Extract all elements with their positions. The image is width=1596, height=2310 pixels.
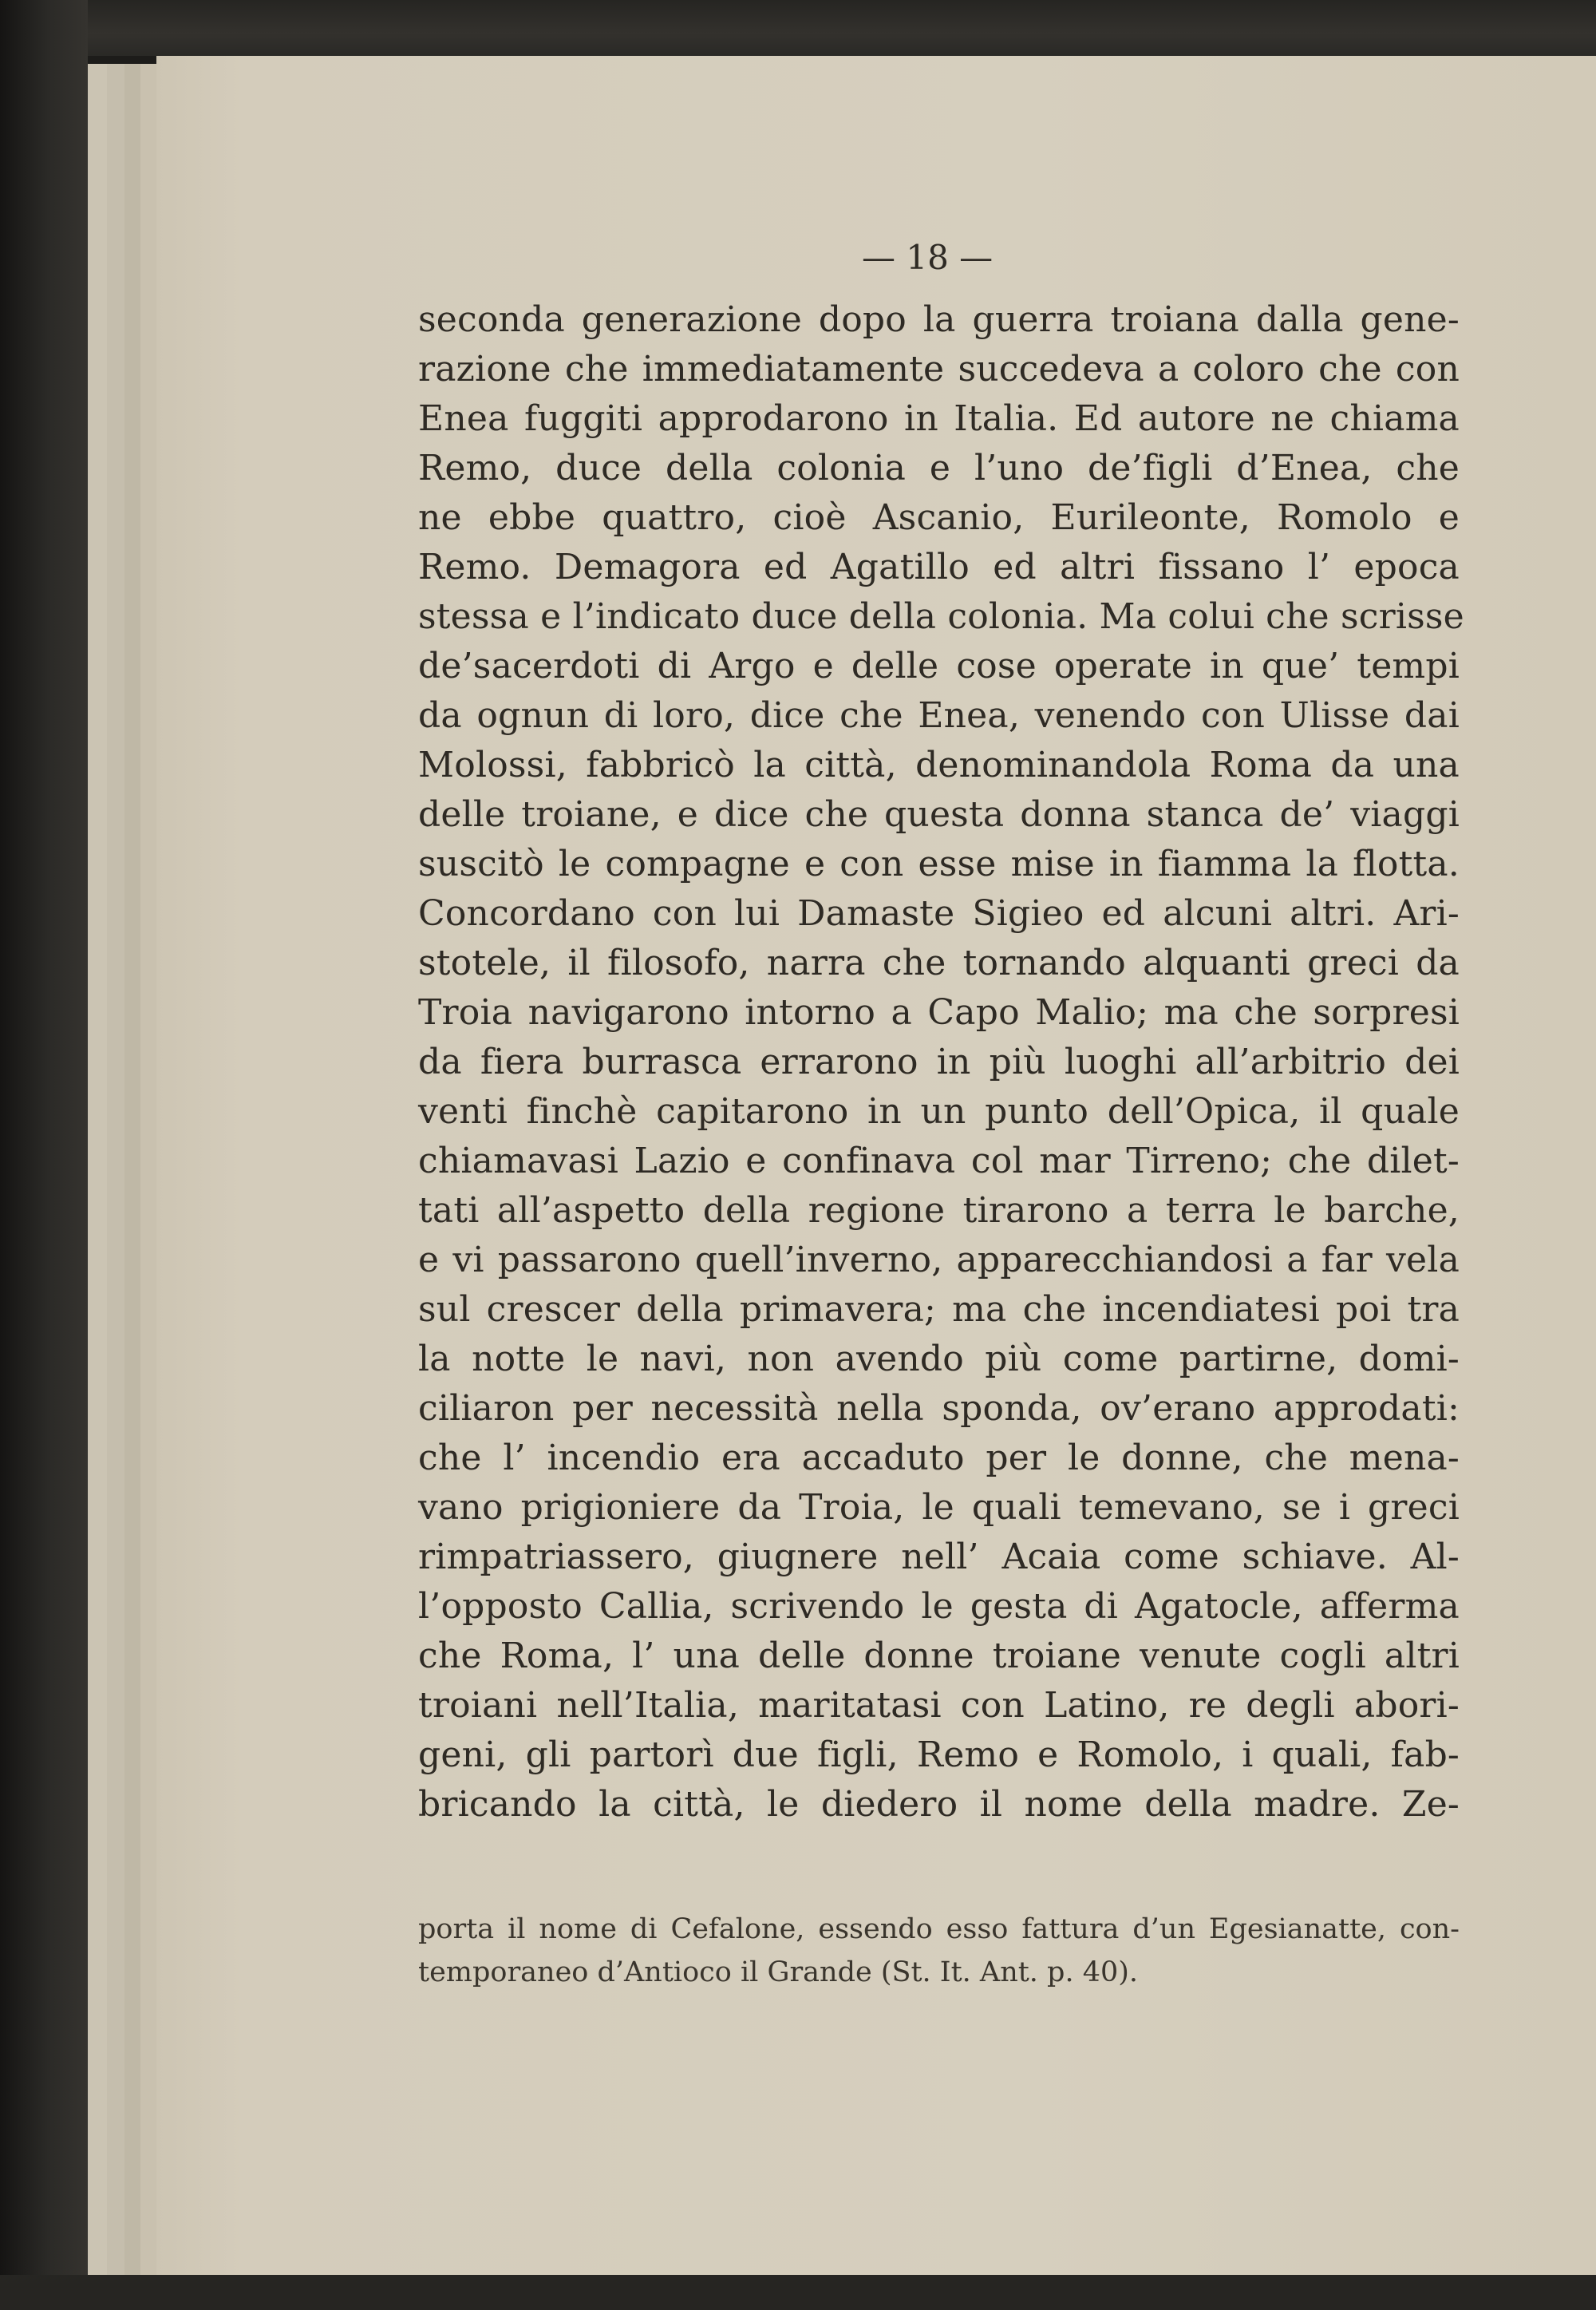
page-edge <box>124 64 142 2275</box>
text-line: bricando la città, le diedero il nome della madre. Ze- <box>418 1784 1460 1825</box>
text-line: stessa e l’indicato duce della colonia. Ma colui che scrisse <box>418 596 1464 637</box>
text-line: ne ebbe quattro, cioè Ascanio, Eurileonte, Romolo e <box>418 497 1460 538</box>
text-line: da fiera burrasca errarono in più luoghi all’arbitrio dei <box>418 1042 1460 1082</box>
text-line: geni, gli partorì due figli, Remo e Romolo, i quali, fab- <box>418 1734 1460 1775</box>
text-line: delle troiane, e dice che questa donna stanca de’ viaggi <box>418 794 1460 835</box>
book-cover-top <box>0 0 1596 56</box>
book-cover-bottom <box>0 2275 1596 2310</box>
text-line: Remo. Demagora ed Agatillo ed altri fissano l’ epoca <box>418 547 1460 587</box>
page-edge <box>107 64 126 2275</box>
page-edge <box>140 64 158 2275</box>
text-line: sul crescer della primavera; ma che incendiatesi poi tra <box>418 1289 1460 1330</box>
text-line: la notte le navi, non avendo più come partirne, domi- <box>418 1339 1460 1379</box>
text-line: suscitò le compagne e con esse mise in fiamma la flotta. <box>418 844 1460 884</box>
text-line: Enea fuggiti approdarono in Italia. Ed autore ne chiama <box>418 398 1460 439</box>
text-line: seconda generazione dopo la guerra troiana dalla gene- <box>418 299 1460 340</box>
text-line: rimpatriassero, giugnere nell’ Acaia come schiave. Al- <box>418 1537 1460 1577</box>
text-line: de’sacerdoti di Argo e delle cose operate in que’ tempi <box>418 646 1460 686</box>
text-line: Concordano con lui Damaste Sigieo ed alcuni altri. Ari- <box>418 893 1460 934</box>
text-line: da ognun di loro, dice che Enea, venendo con Ulisse dai <box>418 695 1460 736</box>
footnote-line: temporaneo d’Antioco il Grande (St. It. Ant. p. 40). <box>418 1956 1139 1988</box>
footnote-line: porta il nome di Cefalone, essendo esso fattura d’un Egesianatte, con- <box>418 1913 1460 1945</box>
text-line: Troia navigarono intorno a Capo Malio; ma che sorpresi <box>418 992 1460 1033</box>
page-number-header: — 18 — <box>862 238 994 277</box>
text-line: l’opposto Callia, scrivendo le gesta di Agatocle, afferma <box>418 1586 1460 1627</box>
book-cover-left <box>0 0 88 2310</box>
text-line: venti finchè capitarono in un punto dell’Opica, il quale <box>418 1091 1460 1132</box>
text-line: stotele, il filosofo, narra che tornando alquanti greci da <box>418 943 1460 983</box>
text-line: tati all’aspetto della regione tirarono a terra le barche, <box>418 1190 1460 1231</box>
text-line: troiani nell’Italia, maritatasi con Latino, re degli abori- <box>418 1685 1460 1726</box>
text-line: che Roma, l’ una delle donne troiane venute cogli altri <box>418 1636 1460 1676</box>
text-line: Molossi, fabbricò la città, denominandola Roma da una <box>418 745 1460 785</box>
text-line: che l’ incendio era accaduto per le donne, che mena- <box>418 1438 1460 1478</box>
text-line: chiamavasi Lazio e confinava col mar Tirreno; che dilet- <box>418 1141 1460 1181</box>
page-edge <box>88 64 109 2275</box>
text-line: ciliaron per necessità nella sponda, ov’erano approdati: <box>418 1388 1460 1429</box>
text-line: razione che immediatamente succedeva a coloro che con <box>418 349 1460 390</box>
text-line: Remo, duce della colonia e l’uno de’figli d’Enea, che <box>418 448 1460 489</box>
text-line: vano prigioniere da Troia, le quali temevano, se i greci <box>418 1487 1460 1528</box>
text-line: e vi passarono quell’inverno, apparecchiandosi a far vela <box>418 1240 1460 1280</box>
